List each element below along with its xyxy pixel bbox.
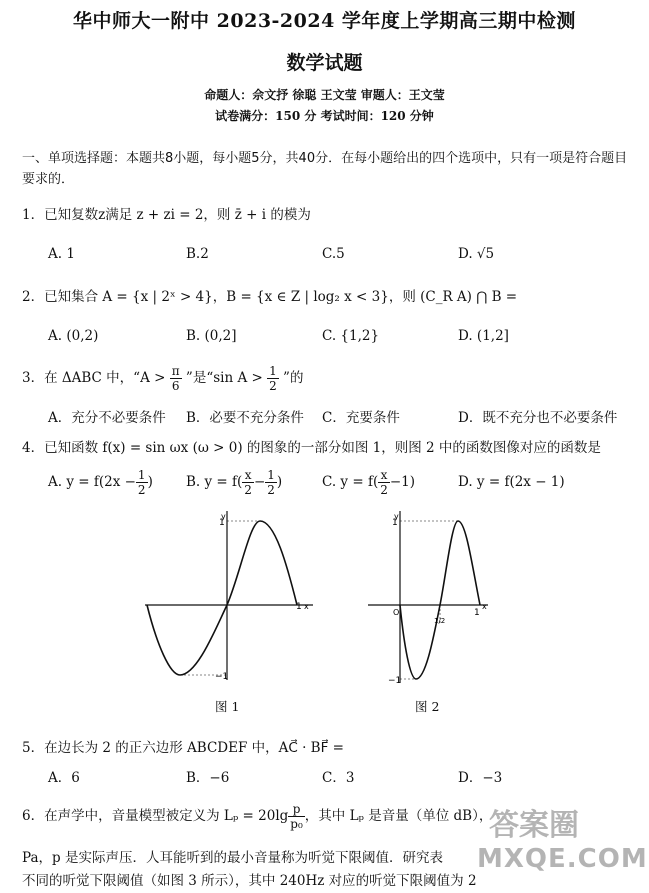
q3-option-a: A．充分不必要条件	[48, 410, 166, 426]
q3-fraction-one-half: $\frac{1}{2}$	[269, 364, 277, 393]
exam-authors: 命题人：佘文抒 徐聪 王文莹 审题人：王文莹	[204, 88, 445, 102]
q5-option-c: C．3	[322, 770, 355, 786]
fig1-y-top-label: 1	[219, 518, 225, 528]
q5-option-a: A．6	[48, 770, 80, 786]
q5-option-d: D．−3	[458, 770, 503, 786]
figure-1-graph	[135, 505, 320, 690]
q3-stem-part-b: ”是“sin A >	[185, 370, 263, 386]
q1-option-b: B.2	[186, 246, 209, 262]
q4-option-b: B. y = f( $\frac{x}{2}$ − $\frac{1}{2}$ )	[186, 468, 283, 497]
question-3-stem	[22, 364, 303, 393]
q1-option-d: D. √5	[458, 246, 495, 262]
q4-option-a: A. y = f(2x − $\frac{1}{2}$ )	[48, 468, 153, 497]
section-heading: 一、单项选择题：本题共8小题，每小题5分，共40分．在每小题给出的四个选项中，只有一项是符合题目要求的．	[22, 151, 628, 187]
question-4-stem: 4．已知函数 f(x) = sin ωx (ω > 0) 的图象的一部分如图 1，则图 2 中的函数图像对应的函数是	[22, 440, 601, 456]
q2-option-b: B. (0,2]	[186, 328, 237, 344]
q3-fraction-pi-over-6: $\frac{\pi}{6}$	[171, 364, 180, 393]
fig2-y-axis-label: y	[394, 512, 399, 521]
q2-option-c: C. {1,2}	[322, 328, 380, 344]
figure-2-graph	[360, 505, 495, 690]
fig2-y-bottom-label: −1	[388, 676, 402, 686]
fig1-x-right-label: 1	[296, 602, 302, 612]
exam-title: 华中师大一附中 2023-2024 学年度上学期高三期中检测	[73, 10, 576, 32]
q6-fraction-p-over-p0: $\frac{p}{\text{p₀}}$	[290, 802, 303, 831]
exam-score-time: 试卷满分：150 分 考试时间：120 分钟	[215, 109, 434, 123]
figure-1-caption: 图 1	[215, 699, 240, 714]
fig2-x-right-label: 1	[474, 608, 480, 618]
fig1-y-axis-label: y	[221, 512, 226, 521]
question-5-stem: 5．在边长为 2 的正六边形 ABCDEF 中，AC⃗ · BF⃗ =	[22, 740, 344, 756]
site-watermark-logo: 答案圈 MXQE.COM	[477, 808, 648, 874]
fig2-half-label: 1/2	[434, 617, 446, 625]
q1-option-c: C.5	[322, 246, 345, 262]
question-6-stem: 6．在声学中，音量模型被定义为 Lₚ = 20lg $\frac{p}{\text{p₀}}$ ，其中 Lₚ 是音量（单位 dB），	[22, 802, 493, 831]
q2-option-a: A. (0,2)	[48, 328, 99, 344]
q4-option-c: C. y = f( $\frac{x}{2}$ −1)	[322, 468, 416, 497]
q4-option-d: D. y = f(2x − 1)	[458, 474, 565, 490]
fig1-y-bottom-label: −1	[215, 672, 229, 682]
exam-subtitle: 数学试题	[286, 52, 363, 74]
q5-option-b: B．−6	[186, 770, 230, 786]
fig1-sine-curve	[147, 521, 297, 675]
fig2-origin-label: O	[393, 608, 400, 617]
fig1-x-axis-label: x	[304, 602, 309, 611]
q3-option-d: D．既不充分也不必要条件	[458, 410, 618, 426]
q3-option-b: B．必要不充分条件	[186, 410, 304, 426]
q3-option-c: C．充要条件	[322, 410, 400, 426]
fig2-y-top-label: 1	[392, 518, 398, 528]
q3-stem-part-c: ”的	[283, 370, 304, 386]
q3-stem-part-a: 3．在 ΔABC 中，“A >	[22, 370, 166, 386]
q1-option-a: A. 1	[48, 246, 75, 262]
question-6-line-3: 不同的听觉下限阈值（如图 3 所示），其中 240Hz 对应的听觉下限阈值为 2	[22, 873, 477, 889]
fig2-sine-curve	[400, 521, 480, 679]
question-6-line-2: Pa，p 是实际声压．人耳能听到的最小音量称为听觉下限阈值．研究表	[22, 850, 443, 866]
figure-2-caption: 图 2	[415, 699, 440, 714]
q2-option-d: D. (1,2]	[458, 328, 509, 344]
question-1-stem: 1．已知复数z满足 z + zi = 2，则 z̄ + i 的模为	[22, 207, 311, 223]
fig2-x-axis-label: x	[482, 602, 487, 611]
question-2-stem: 2．已知集合 A = {x | 2ˣ > 4}，B = {x ∈ Z | log₂ x < 3}，则 (C_R A) ⋂ B =	[22, 289, 518, 305]
